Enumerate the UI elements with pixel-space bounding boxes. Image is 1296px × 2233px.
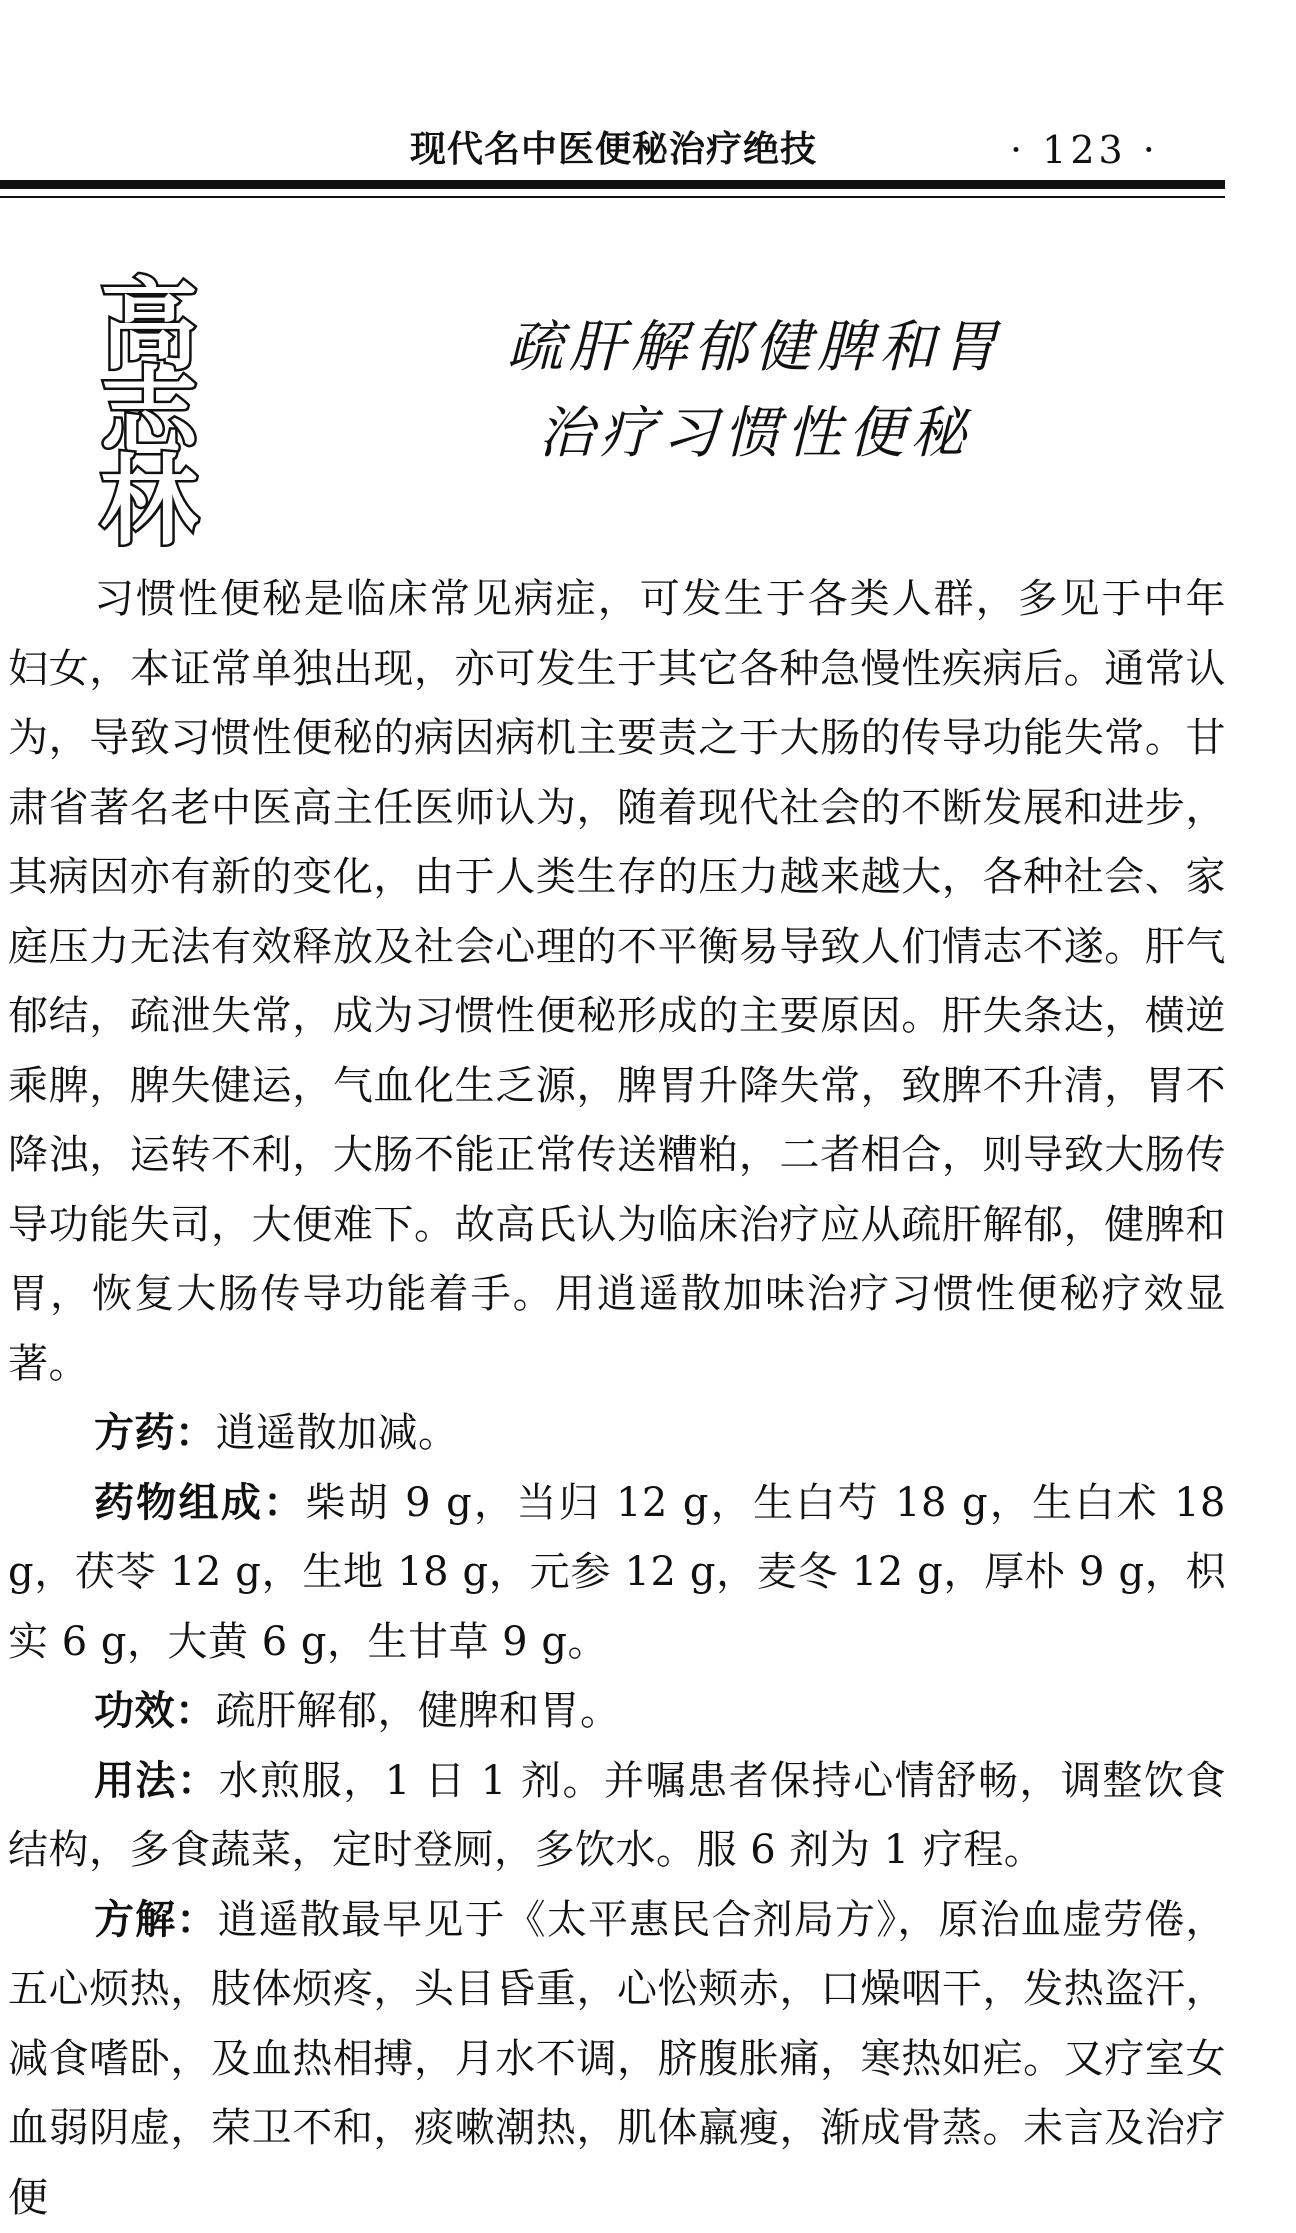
section-label: 方药： xyxy=(94,1410,216,1456)
intro-paragraph: 习惯性便秘是临床常见病症，可发生于各类人群，多见于中年妇女，本证常单独出现，亦可发生于其它各种急慢性疾病后。通常认为，导致习惯性便秘的病因病机主要责之于大肠的传导功能失常。甘肃省著名老中医高主任医师认为，随着现代社会的不断发展和进步，其病因亦有新的变化，由于人类生存的压力越来越大，各种社会、家庭压力无法有效释放及社会心理的不平衡易导致人们情志不遂。肝气郁结，疏泄失常，成为习惯性便秘形成的主要原因。肝失条达，横逆乘脾，脾失健运，气血化生乏源，脾胃升降失常，致脾不升清，胃不降浊，运转不利，大肠不能正常传送糟粕，二者相合，则导致大肠传导功能失司，大便难下。故高氏认为临床治疗应从疏肝解郁，健脾和胃，恢复大肠传导功能着手。用逍遥散加味治疗习惯性便秘疗效显著。 xyxy=(8,565,1226,1399)
article-title-line: 疏肝解郁健脾和胃 xyxy=(455,305,1055,391)
header-rule-thick xyxy=(0,180,1225,189)
section-label: 药物组成： xyxy=(94,1480,306,1526)
article-body xyxy=(8,565,1226,2233)
section-text: 逍遥散加减。 xyxy=(216,1410,459,1456)
section-label: 功效： xyxy=(94,1688,216,1734)
section-label: 用法： xyxy=(94,1758,219,1804)
article-title-line: 治疗习惯性便秘 xyxy=(455,391,1055,477)
section-composition xyxy=(8,1469,1226,1678)
section-label: 方解： xyxy=(94,1897,218,1943)
author-char: 志 xyxy=(100,370,220,458)
section-text: 逍遥散最早见于《太平惠民合剂局方》，原治血虚劳倦，五心烦热，肢体烦疼，头目昏重，心忪颊赤，口燥咽干，发热盗汗，减食嗜卧，及血热相搏，月水不调，脐腹胀痛，寒热如疟。又疗室女血弱阴虚，荣卫不和，痰嗽潮热，肌体羸瘦，渐成骨蒸。未言及治疗便 xyxy=(8,1897,1226,2221)
section-text: 水煎服，1 日 1 剂。并嘱患者保持心情舒畅，调整饮食结构，多食蔬菜，定时登厕，多饮水。服 6 剂为 1 疗程。 xyxy=(8,1758,1226,1874)
running-header xyxy=(0,125,1225,180)
section-usage xyxy=(8,1747,1226,1886)
section-prescription xyxy=(8,1399,1226,1469)
book-title: 现代名中医便秘治疗绝技 xyxy=(410,125,817,175)
section-text: 柴胡 9 g，当归 12 g，生白芍 18 g，生白术 18 g，茯苓 12 g，生地 18 g，元参 12 g，麦冬 12 g，厚朴 9 g，枳实 6 g，大黄 6 g，生甘草 9 g。 xyxy=(8,1480,1226,1665)
author-char: 高 xyxy=(100,282,220,370)
page-number: · 123 · xyxy=(1010,125,1159,175)
author-char: 林 xyxy=(100,458,220,546)
article-title xyxy=(455,305,1055,477)
author-name xyxy=(100,282,220,546)
section-explanation xyxy=(8,1886,1226,2233)
section-text: 疏肝解郁，健脾和胃。 xyxy=(216,1688,621,1734)
section-efficacy xyxy=(8,1677,1226,1747)
header-rule-thin xyxy=(0,196,1225,198)
